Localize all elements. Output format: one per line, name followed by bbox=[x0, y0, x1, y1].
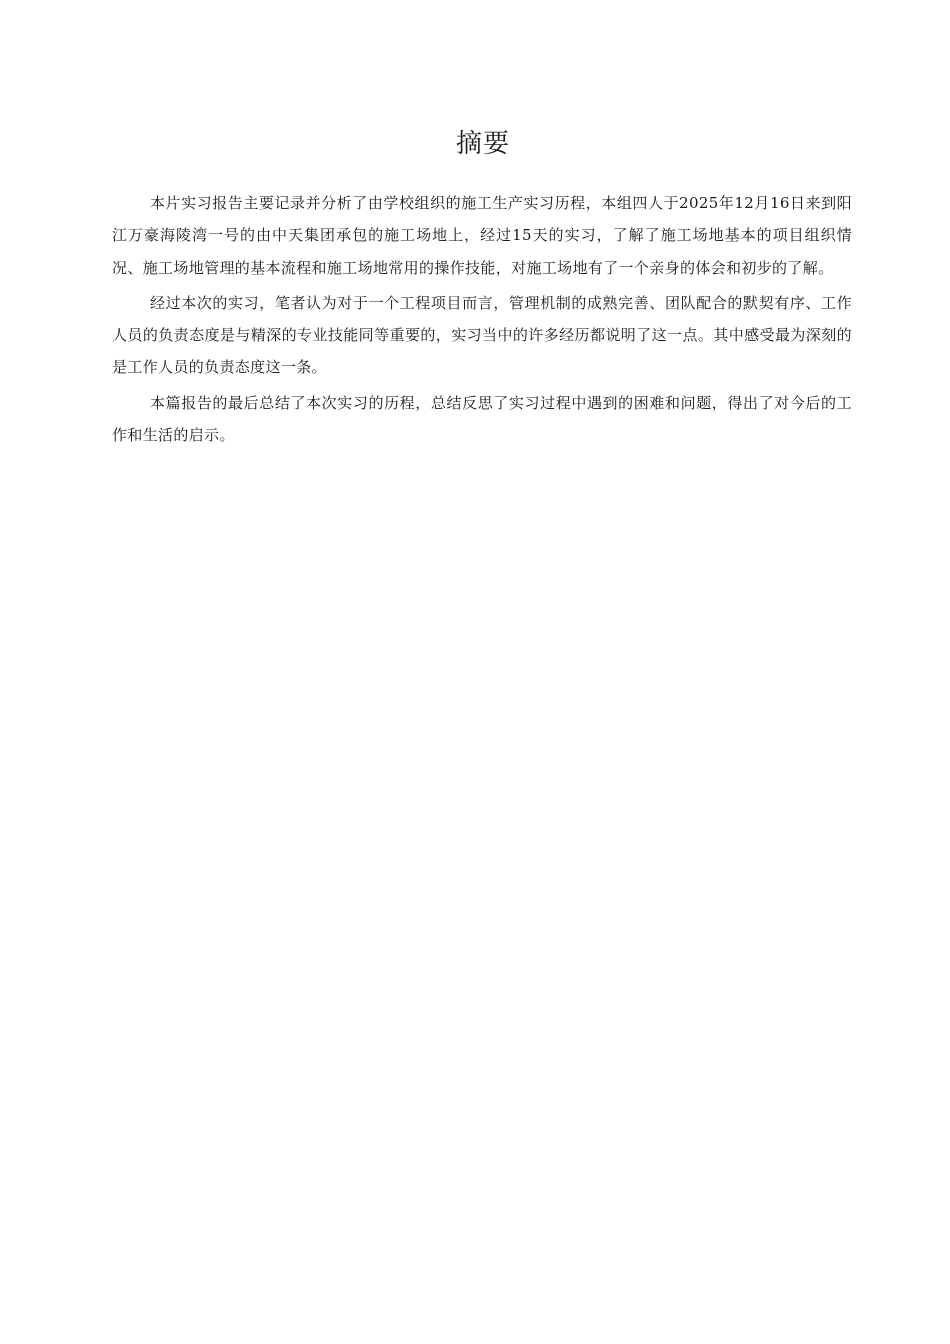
abstract-paragraph-3: 本篇报告的最后总结了本次实习的历程，总结反思了实习过程中遇到的困难和问题，得出了对今后的工作和生活的启示。 bbox=[112, 393, 852, 445]
abstract-title: 摘要 bbox=[455, 129, 510, 159]
abstract-body bbox=[112, 187, 852, 454]
abstract-paragraph-2: 经过本次的实习，笔者认为对于一个工程项目而言，管理机制的成熟完善、团队配合的默契有序、工作人员的负责态度是与精深的专业技能同等重要的，实习当中的许多经历都说明了这一点。其中感受最为深刻的是工作人员的负责态度这一条。 bbox=[112, 293, 852, 377]
abstract-paragraph-1: 本片实习报告主要记录并分析了由学校组织的施工生产实习历程，本组四人于2025年12月16日来到阳江万豪海陵湾一号的由中天集团承包的施工场地上，经过15天的实习，了解了施工场地基本的项目组织情况、施工场地管理的基本流程和施工场地常用的操作技能，对施工场地有了一个亲身的体会和初步的了解。 bbox=[112, 194, 852, 277]
